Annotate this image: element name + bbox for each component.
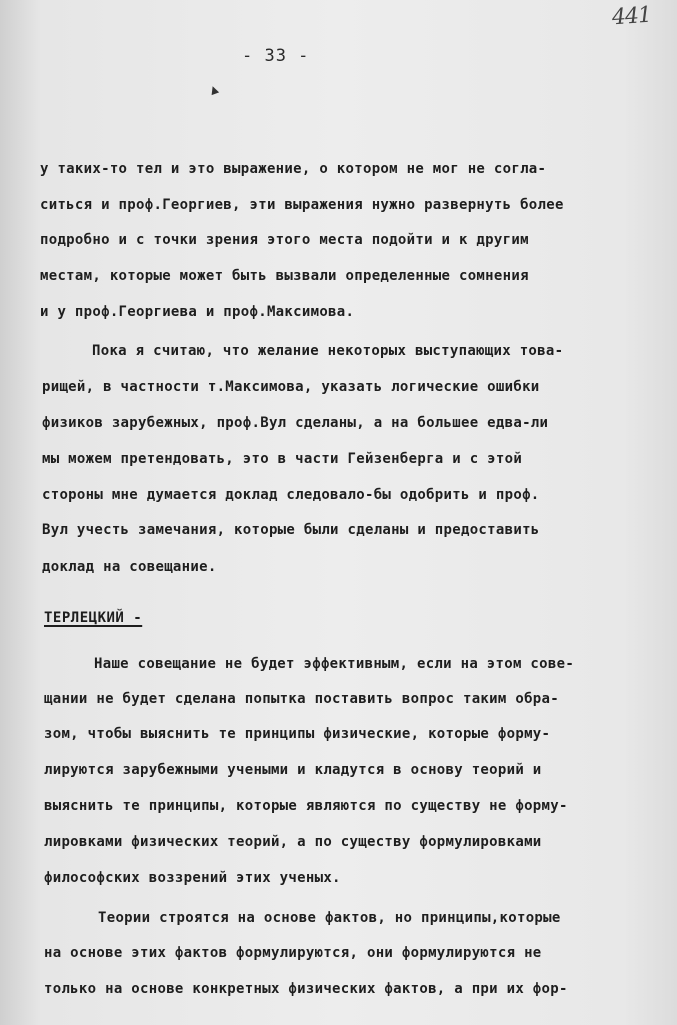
text-line: доклад на совещание.: [42, 559, 217, 575]
text-line: рищей, в частности т.Максимова, указать логические ошибки: [42, 379, 540, 395]
text-line: Наше совещание не будет эффективным, если на этом сове-: [94, 656, 575, 672]
text-line: лируются зарубежными учеными и кладутся в основу теорий и: [44, 762, 542, 778]
page-number: - 33 -: [242, 46, 310, 66]
text-line: местам, которые может быть вызвали определенные сомнения: [40, 268, 529, 284]
text-line: щании не будет сделана попытка поставить вопрос таким обра-: [44, 691, 559, 707]
text-line: подробно и с точки зрения этого места подойти и к другим: [40, 232, 529, 248]
text-line: лировками физических теорий, а по существу формулировками: [44, 834, 542, 850]
text-line: философских воззрений этих ученых.: [44, 870, 341, 886]
text-line: Теории строятся на основе фактов, но принципы,которые: [98, 910, 561, 926]
text-line: Пока я считаю, что желание некоторых выступающих това-: [92, 343, 564, 359]
text-line: зом, чтобы выяснить те принципы физические, которые форму-: [44, 726, 551, 742]
text-line: выяснить те принципы, которые являются по существу не форму-: [44, 798, 568, 814]
text-line: Вул учесть замечания, которые были сделаны и предоставить: [42, 522, 540, 538]
text-line: стороны мне думается доклад следовало-бы одобрить и проф.: [42, 487, 540, 503]
text-line: и у проф.Георгиева и проф.Максимова.: [40, 304, 355, 320]
text-line: только на основе конкретных физических фактов, а при их фор-: [44, 981, 568, 997]
archive-number: 441: [611, 2, 652, 31]
text-line: ситься и проф.Георгиев, эти выражения нужно развернуть более: [40, 197, 564, 213]
text-line: у таких-то тел и это выражение, о котором не мог не согла-: [40, 161, 547, 177]
text-line: физиков зарубежных, проф.Вул сделаны, а на большее едва-ли: [42, 415, 549, 431]
text-line: на основе этих фактов формулируются, они формулируются не: [44, 945, 542, 961]
speaker-name: ТЕРЛЕЦКИЙ -: [44, 610, 143, 626]
text-line: мы можем претендовать, это в части Гейзенберга и с этой: [42, 451, 523, 467]
pencil-mark: [209, 85, 219, 95]
